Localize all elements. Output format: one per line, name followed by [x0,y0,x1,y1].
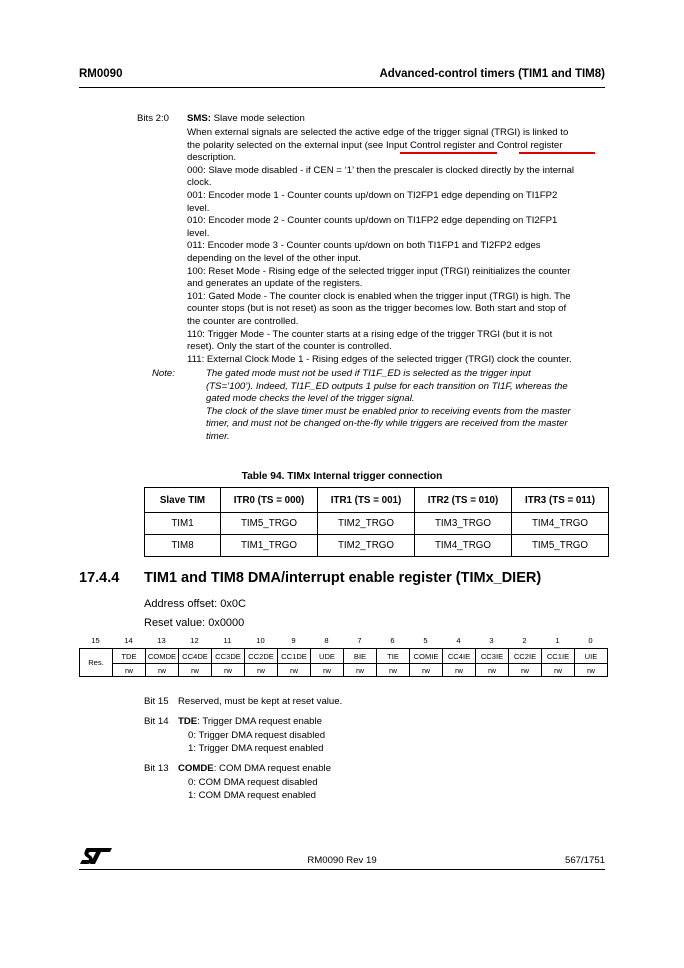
bit-number: 15 [91,636,100,645]
register-field: BIE [344,649,377,664]
bit13-value-0: 0: COM DMA request disabled [188,777,318,788]
register-field: COMIE [410,649,443,664]
register-field: CC4DE [179,649,212,664]
register-access: rw [377,664,410,677]
section-title: TIM1 and TIM8 DMA/interrupt enable register (TIMx_DIER) [144,570,542,586]
header-doc-id: RM0090 [79,68,123,80]
register-field: CC2DE [245,649,278,664]
bit15-label: Bit 15 [144,696,169,707]
table-header-cell: ITR3 (TS = 011) [512,488,609,513]
register-access: rw [410,664,443,677]
bit-number: 8 [324,636,329,645]
table-header-cell: ITR2 (TS = 010) [415,488,512,513]
register-access: rw [443,664,476,677]
footer-page-number: 567/1751 [564,855,605,866]
table-cell: TIM2_TRGO [318,513,415,535]
reset-value: Reset value: 0x0000 [144,617,245,629]
bit14-value-0: 0: Trigger DMA request disabled [188,730,326,741]
sms-mode-line: 001: Encoder mode 1 - Counter counts up/down on TI2FP1 edge depending on TI1FP2 [187,189,558,201]
table-cell: TIM5_TRGO [221,513,318,535]
tde-field-name: TDE [178,716,198,727]
bit-number: 13 [157,636,166,645]
bit14-heading: TDE: Trigger DMA request enable [178,716,322,727]
register-access: rw [311,664,344,677]
register-access: rw [113,664,146,677]
register-field: UDE [311,649,344,664]
bit15-description: Reserved, must be kept at reset value. [178,696,343,707]
bit-number: 2 [522,636,527,645]
bit-number: 10 [256,636,265,645]
sms-mode-line: and generates an update of the registers. [187,278,363,290]
sms-mode-line: 110: Trigger Mode - The counter starts at a rising edge of the trigger TRGI (but it is not [187,328,553,340]
bit-number: 11 [223,636,232,645]
sms-mode-line: 100: Reset Mode - Rising edge of the selected trigger input (TRGI) reinitializes the counter [187,265,571,277]
sms-mode-line: 111: External Clock Mode 1 - Rising edges of the selected trigger (TRGI) clock the counter. [187,353,572,365]
bit14-value-1: 1: Trigger DMA request enabled [188,743,324,754]
register-field: CC1IE [542,649,575,664]
header-chapter-title: Advanced-control timers (TIM1 and TIM8) [379,68,605,80]
sms-intro-line-2: the polarity selected on the external input (see Input Control register and Control register [187,139,563,151]
register-access: rw [509,664,542,677]
bit-number: 5 [423,636,428,645]
header-divider [79,87,605,88]
sms-mode-line: level. [187,227,210,239]
register-field: CC1DE [278,649,311,664]
sms-mode-line: clock. [187,177,212,189]
note-line: gated mode checks the level of the trigger signal. [206,393,415,405]
reserved-bit-cell: Res. [80,649,113,677]
register-access: rw [575,664,608,677]
register-field: UIE [575,649,608,664]
bit-number: 3 [489,636,494,645]
note-label: Note: [152,368,175,379]
register-bit-numbers [79,636,607,646]
internal-trigger-table [144,487,609,557]
table-header-cell: ITR0 (TS = 000) [221,488,318,513]
sms-intro-line-3: description. [187,152,237,164]
bit-number: 9 [291,636,296,645]
red-underline-annotation [400,152,497,154]
bit-number: 0 [588,636,593,645]
register-access: rw [344,664,377,677]
note-line: The gated mode must not be used if TI1F_ED is selected as the trigger input [206,368,531,379]
sms-mode-line: level. [187,202,210,214]
table-row [145,535,609,557]
sms-mode-line: 010: Encoder mode 2 - Counter counts up/down on TI1FP2 edge depending on TI2FP1 [187,215,558,227]
table-row [145,513,609,535]
table-cell: TIM8 [145,535,221,557]
table-header-cell: Slave TIM [145,488,221,513]
register-field: CC3DE [212,649,245,664]
register-access: rw [212,664,245,677]
sms-mode-line: 011: Encoder mode 3 - Counter counts up/down on both TI1FP1 and TI2FP2 edges [187,240,541,252]
sms-description [187,127,605,366]
bit-number: 4 [456,636,461,645]
register-access: rw [476,664,509,677]
register-field: COMDE [146,649,179,664]
bit13-value-1: 1: COM DMA request enabled [188,790,316,801]
sms-field-heading [187,113,305,124]
sms-mode-line: 101: Gated Mode - The counter clock is enabled when the trigger input (TRGI) is high. The [187,290,571,302]
note-line: timer. [206,430,230,442]
table-cell: TIM1 [145,513,221,535]
sms-intro-line-1: When external signals are selected the active edge of the trigger signal (TRGI) is linked to [187,127,569,138]
bit-number: 12 [190,636,199,645]
sms-bits-label: Bits 2:0 [137,113,169,124]
comde-field-name: COMDE [178,763,214,774]
register-access: rw [179,664,212,677]
note-line: The clock of the slave timer must be enabled prior to receiving events from the master [206,405,571,417]
register-field: TIE [377,649,410,664]
table-94-title: Table 94. TIMx Internal trigger connection [241,471,443,482]
register-access: rw [542,664,575,677]
sms-field-name: SMS: [187,113,211,124]
register-access: rw [245,664,278,677]
register-map [79,648,608,677]
sms-mode-line: counter stops (but is not reset) as soon as the trigger becomes low. Both start and stop of [187,303,567,315]
bit-number: 14 [124,636,133,645]
sms-mode-line: the counter are controlled. [187,315,299,327]
note-line: timer, and must not be changed on-the-fly while triggers are received from the master [206,418,568,430]
register-field: TDE [113,649,146,664]
bit13-label: Bit 13 [144,763,169,774]
table-cell: TIM4_TRGO [415,535,512,557]
bit14-label: Bit 14 [144,716,169,727]
footer-divider [79,869,605,870]
sms-mode-line: reset). Only the start of the counter is controlled. [187,341,392,353]
bit-number: 6 [390,636,395,645]
sms-mode-line: 000: Slave mode disabled - if CEN = ‘1’ then the prescaler is clocked directly by the internal [187,164,575,176]
footer-doc-revision: RM0090 Rev 19 [307,855,377,866]
register-access: rw [278,664,311,677]
table-cell: TIM2_TRGO [318,535,415,557]
register-field: CC4IE [443,649,476,664]
bit13-heading: COMDE: COM DMA request enable [178,763,332,774]
section-number: 17.4.4 [79,570,120,586]
note-line: (TS=’100’). Indeed, TI1F_ED outputs 1 pulse for each transition on TI1F, whereas the [206,380,568,392]
bit-number: 7 [357,636,362,645]
table-cell: TIM3_TRGO [415,513,512,535]
control-register-link[interactable]: Control register [496,139,563,151]
table-cell: TIM4_TRGO [512,513,609,535]
table-cell: TIM5_TRGO [512,535,609,557]
sms-mode-line: depending on the level of the other input. [187,252,361,264]
bit-number: 1 [555,636,560,645]
address-offset: Address offset: 0x0C [144,598,246,610]
red-underline-annotation [519,152,595,154]
note-text [206,368,606,444]
table-header-cell: ITR1 (TS = 001) [318,488,415,513]
register-field: CC3IE [476,649,509,664]
register-access: rw [146,664,179,677]
sms-field-title: Slave mode selection [210,113,305,124]
register-field: CC2IE [509,649,542,664]
input-control-register-link[interactable]: Input Control register [385,139,476,151]
table-cell: TIM1_TRGO [221,535,318,557]
